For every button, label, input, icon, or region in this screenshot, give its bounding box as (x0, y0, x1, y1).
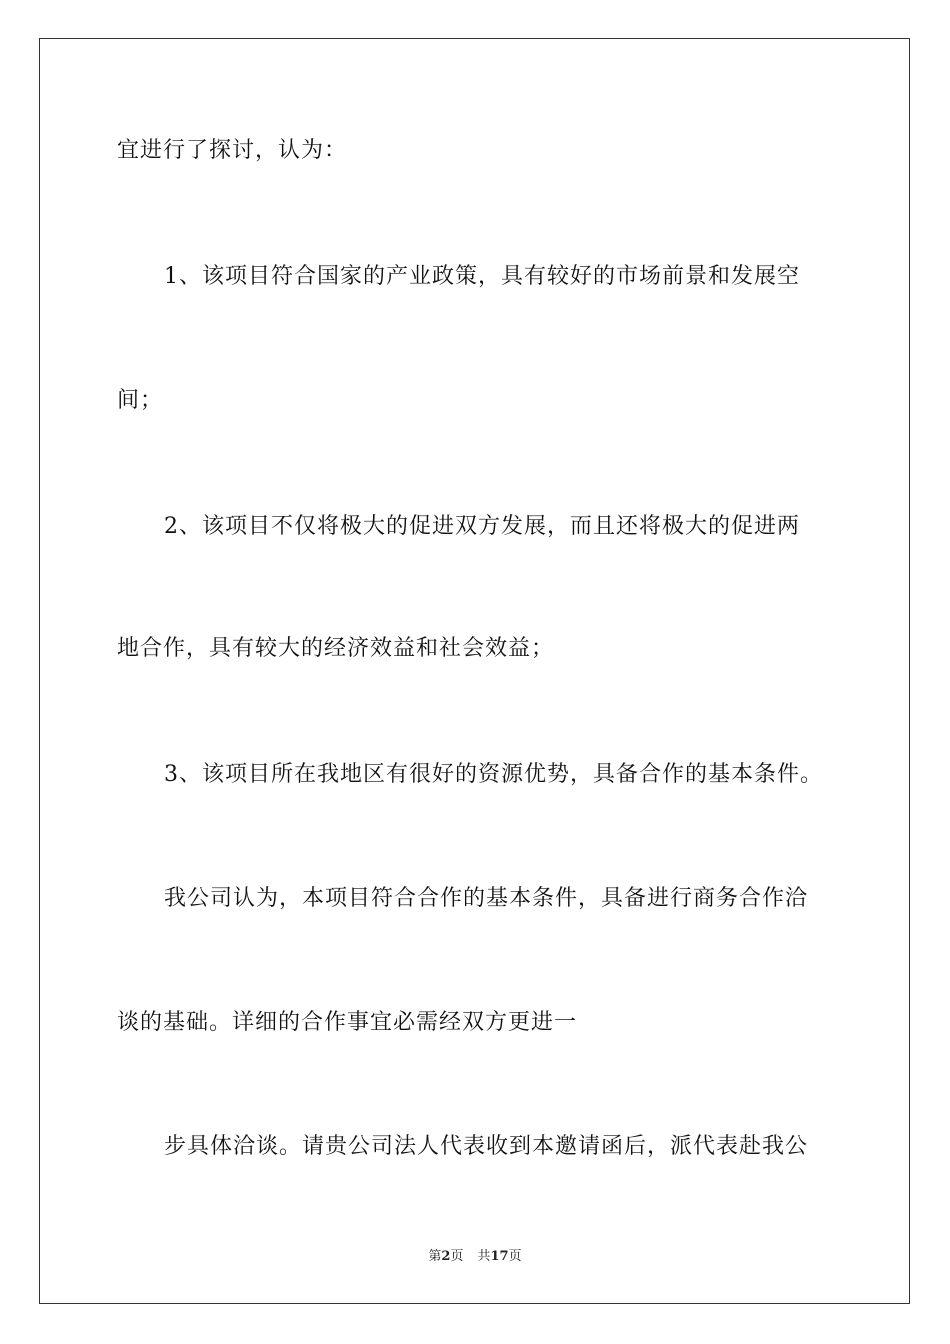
page-footer (0, 1248, 950, 1266)
list-item-1-line-2: 间； (117, 388, 164, 413)
list-item-3-line-1: 3、该项目所在我地区有很好的资源优势，具备合作的基本条件。 (164, 762, 823, 787)
paragraph-line-3: 步具体洽谈。请贵公司法人代表收到本邀请函后，派代表赴我公 (164, 1134, 809, 1159)
page-prefix: 第 (428, 1249, 442, 1264)
list-item-2-line-2: 地合作，具有较大的经济效益和社会效益； (117, 636, 555, 661)
page-number: 2 (441, 1249, 451, 1264)
total-prefix: 共 (477, 1249, 491, 1264)
page-border (39, 38, 910, 1304)
body-text-line-1: 宜进行了探讨，认为： (117, 138, 348, 163)
paragraph-line-2: 谈的基础。详细的合作事宜必需经双方更进一 (117, 1010, 578, 1035)
page-suffix: 页 (450, 1249, 464, 1264)
total-pages: 17 (490, 1249, 509, 1264)
paragraph-line-1: 我公司认为，本项目符合合作的基本条件，具备进行商务合作洽 (164, 886, 809, 911)
total-suffix: 页 (508, 1249, 522, 1264)
list-item-1-line-1: 1、该项目符合国家的产业政策，具有较好的市场前景和发展空 (164, 264, 800, 289)
list-item-2-line-1: 2、该项目不仅将极大的促进双方发展，而且还将极大的促进两 (164, 514, 800, 539)
